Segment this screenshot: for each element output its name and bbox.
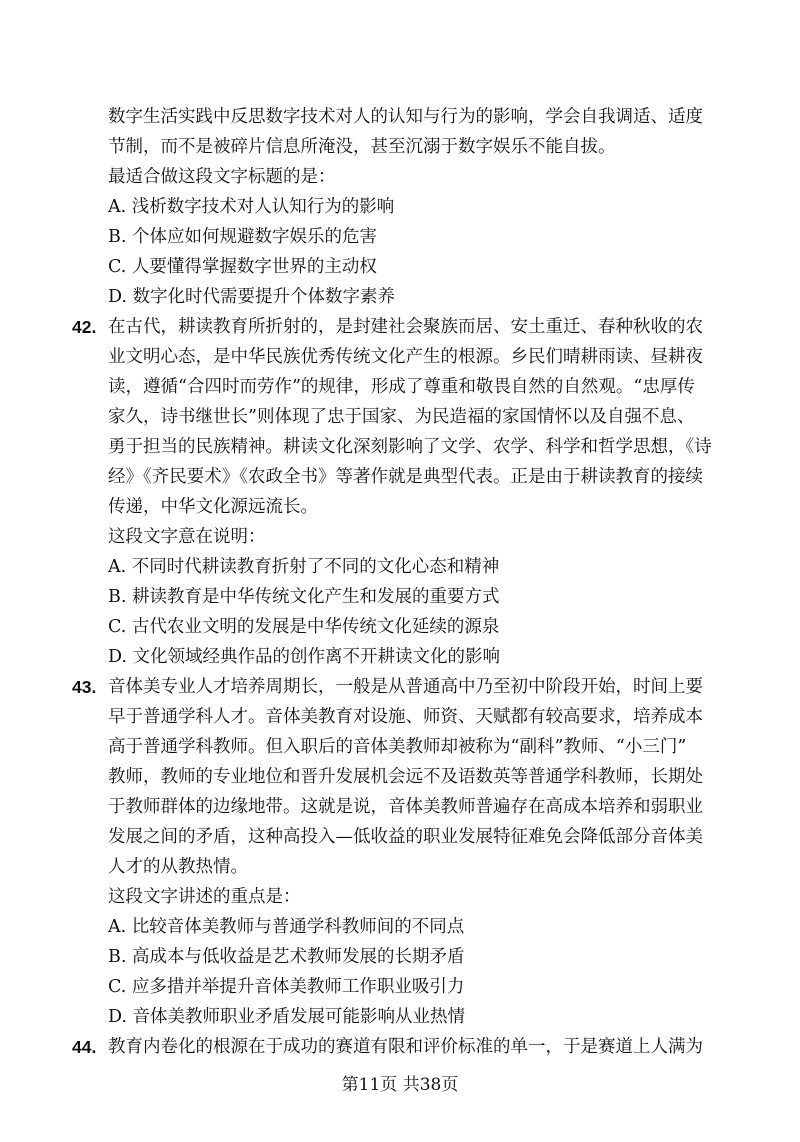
intro-option-d: D. 数字化时代需要提升个体数字素养: [108, 287, 396, 307]
intro-option-b: B. 个体应如何规避数字娱乐的危害: [108, 227, 377, 247]
page-footer: 第11页 共38页: [341, 1075, 459, 1095]
q42-option-a: A. 不同时代耕读教育折射了不同的文化心态和精神: [108, 557, 500, 577]
intro-option-c: C. 人要懂得掌握数字世界的主动权: [108, 257, 377, 277]
q43-line-6: 发展之间的矛盾，这种高投入—低收益的职业发展特征难免会降低部分音体美: [108, 827, 703, 847]
q43-option-d: D. 音体美教师职业矛盾发展可能影响从业热情: [108, 1007, 466, 1027]
q43-line-4: 教师，教师的专业地位和晋升发展机会远不及语数英等普通学科教师，长期处: [108, 767, 703, 787]
q43-option-a: A. 比较音体美教师与普通学科教师间的不同点: [108, 917, 465, 937]
q42-option-d: D. 文化领域经典作品的创作离不开耕读文化的影响: [108, 647, 501, 667]
q43-line-7: 人才的从教热情。: [108, 857, 248, 877]
q43-number: 43.: [72, 677, 97, 697]
q43-line-1: 音体美专业人才培养周期长，一般是从普通高中乃至初中阶段开始，时间上要: [108, 677, 703, 697]
intro-line-2: 节制，而不是被碎片信息所淹没，甚至沉溺于数字娱乐不能自拔。: [108, 137, 616, 157]
q42-prompt: 这段文字意在说明：: [108, 527, 266, 547]
q43-prompt: 这段文字讲述的重点是：: [108, 887, 301, 907]
q43-option-c: C. 应多措并举提升音体美教师工作职业吸引力: [108, 977, 465, 997]
q43-line-2: 早于普通学科人才。音体美教育对设施、师资、天赋都有较高要求，培养成本: [108, 707, 703, 727]
intro-line-1: 数字生活实践中反思数字技术对人的认知与行为的影响，学会自我调适、适度: [108, 107, 703, 127]
intro-option-a: A. 浅析数字技术对人认知行为的影响: [108, 197, 395, 217]
q44-line-1: 教育内卷化的根源在于成功的赛道有限和评价标准的单一，于是赛道上人满为: [108, 1037, 703, 1057]
q42-option-b: B. 耕读教育是中华传统文化产生和发展的重要方式: [108, 587, 500, 607]
q42-line-7: 传递，中华文化源远流长。: [108, 497, 318, 517]
q43-option-b: B. 高成本与低收益是艺术教师发展的长期矛盾: [108, 947, 465, 967]
q44-number: 44.: [72, 1037, 97, 1057]
q42-number: 42.: [72, 317, 97, 337]
q42-line-5: 勇于担当的民族精神。耕读文化深刻影响了文学、农学、科学和哲学思想，《诗: [108, 437, 712, 457]
q42-option-c: C. 古代农业文明的发展是中华传统文化延续的源泉: [108, 617, 500, 637]
q43-line-5: 于教师群体的边缘地带。这就是说，音体美教师普遍存在高成本培养和弱职业: [108, 797, 703, 817]
q42-line-3: 读，遵循“合四时而劳作”的规律，形成了尊重和敬畏自然的自然观。“忠厚传: [108, 377, 695, 397]
q42-line-6: 经》《齐民要术》《农政全书》等著作就是典型代表。正是由于耕读教育的接续: [108, 467, 703, 487]
q42-line-2: 业文明心态，是中华民族优秀传统文化产生的根源。乡民们晴耕雨读、昼耕夜: [108, 347, 703, 367]
q43-line-3: 高于普通学科教师。但入职后的音体美教师却被称为“副科”教师、“小三门”: [108, 737, 687, 757]
intro-prompt: 最适合做这段文字标题的是：: [108, 167, 336, 187]
q42-line-4: 家久，诗书继世长”则体现了忠于国家、为民造福的家国情怀以及自强不息、: [108, 407, 695, 427]
q42-line-1: 在古代，耕读教育所折射的，是封建社会聚族而居、安土重迁、春种秋收的农: [108, 317, 703, 337]
